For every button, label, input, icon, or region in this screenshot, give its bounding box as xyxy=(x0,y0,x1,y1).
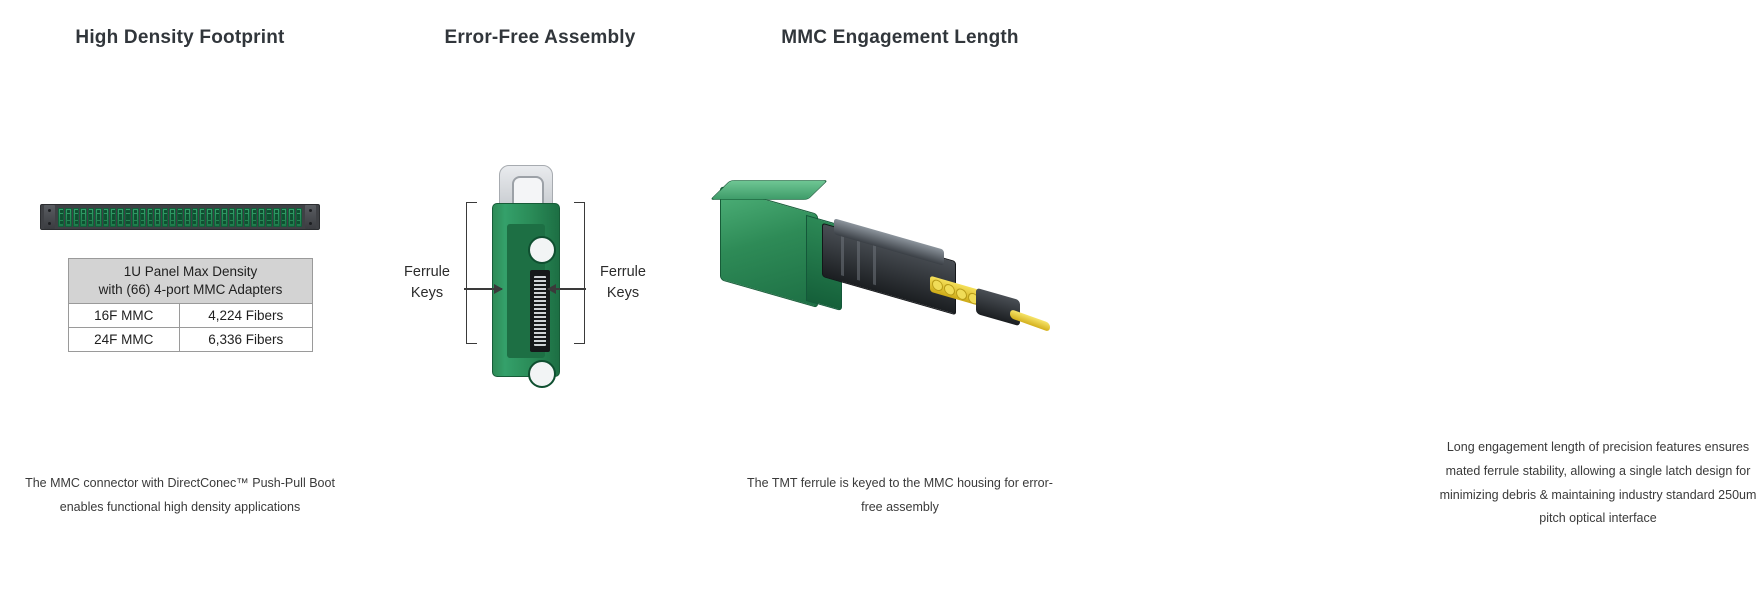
mmc-adapter xyxy=(296,208,302,227)
mmc-adapter xyxy=(221,208,227,227)
ferrule-keys-label-left-line2: Keys xyxy=(410,285,444,302)
right-key-bracket xyxy=(574,202,585,344)
adapter-strip xyxy=(55,207,305,227)
mmc-adapter xyxy=(140,208,146,227)
column-1-caption: The MMC connector with DirectConec™ Push-Pull Boot enables functional high density applications xyxy=(25,476,335,514)
ferrule-keys-label-right xyxy=(588,262,658,304)
right-callout-arrow xyxy=(548,288,586,290)
mmc-adapter xyxy=(258,208,264,227)
table-row xyxy=(69,328,313,352)
panel-density-table xyxy=(68,258,313,352)
mmc-adapter xyxy=(281,208,287,227)
ferrule-keys-label-right-line1: Ferrule xyxy=(600,264,646,280)
column-2-title: Error-Free Assembly xyxy=(444,27,636,48)
ferrule-keys-label-left-line1: Ferrule xyxy=(404,264,450,280)
mmc-adapter xyxy=(125,208,131,227)
mmc-engagement-graphic xyxy=(718,190,1048,380)
table-header-line-1: 1U Panel Max Density xyxy=(123,264,258,279)
column-1-title: High Density Footprint xyxy=(75,27,285,48)
ferrule-keys-label-left xyxy=(392,262,462,304)
mmc-adapter xyxy=(244,208,250,227)
mmc-adapter xyxy=(229,208,235,227)
table-cell-type: 16F MMC xyxy=(69,304,180,328)
panel-left-rack-ear xyxy=(44,205,55,229)
mmc-adapter xyxy=(169,208,175,227)
body-rib xyxy=(841,235,844,276)
green-adapter-top-face xyxy=(710,180,829,200)
column-3-title: MMC Engagement Length xyxy=(781,27,1019,48)
mmc-adapter xyxy=(266,208,272,227)
column-2-caption: The TMT ferrule is keyed to the MMC housing for error-free assembly xyxy=(747,476,1053,514)
patch-panel-chassis xyxy=(40,204,320,230)
tmt-ferrule xyxy=(530,270,550,352)
guide-pin-bottom xyxy=(528,360,556,388)
body-rib xyxy=(857,240,860,281)
mmc-connector-front-graphic xyxy=(480,165,570,380)
mmc-adapter xyxy=(65,208,71,227)
column-high-density-footprint xyxy=(0,0,360,594)
mmc-adapter xyxy=(177,208,183,227)
mmc-adapter xyxy=(288,208,294,227)
table-row xyxy=(69,304,313,328)
mmc-adapter xyxy=(162,208,168,227)
mmc-adapter xyxy=(251,208,257,227)
left-callout-arrow xyxy=(464,288,502,290)
patch-panel-graphic xyxy=(30,200,330,236)
mmc-adapter xyxy=(206,208,212,227)
mmc-adapter xyxy=(117,208,123,227)
mmc-adapter xyxy=(95,208,101,227)
green-adapter-body xyxy=(720,186,818,308)
mmc-adapter xyxy=(88,208,94,227)
left-key-bracket xyxy=(466,202,477,344)
mmc-adapter xyxy=(273,208,279,227)
table-header-cell xyxy=(69,259,313,304)
mmc-adapter xyxy=(199,208,205,227)
panel-right-rack-ear xyxy=(305,205,316,229)
mmc-adapter xyxy=(192,208,198,227)
body-rib xyxy=(873,244,876,285)
table-cell-fibers: 4,224 Fibers xyxy=(179,304,312,328)
table-cell-type: 24F MMC xyxy=(69,328,180,352)
connector-boot-tail xyxy=(976,288,1020,327)
mmc-adapter xyxy=(58,208,64,227)
mmc-adapter xyxy=(154,208,160,227)
ferrule-keys-label-right-line2: Keys xyxy=(606,285,640,302)
mmc-adapter xyxy=(73,208,79,227)
mmc-adapter xyxy=(184,208,190,227)
mmc-adapter xyxy=(80,208,86,227)
housing-front-face xyxy=(507,224,545,358)
mmc-adapter xyxy=(103,208,109,227)
table-header-line-2: with (66) 4-port MMC Adapters xyxy=(98,282,283,298)
mmc-adapter xyxy=(110,208,116,227)
guide-pin-top xyxy=(528,236,556,264)
table-header-row xyxy=(69,259,313,304)
mmc-adapter xyxy=(132,208,138,227)
table-cell-fibers: 6,336 Fibers xyxy=(179,328,312,352)
mmc-adapter xyxy=(214,208,220,227)
mmc-adapter xyxy=(236,208,242,227)
column-3-caption: Long engagement length of precision features ensures mated ferrule stability, allowing a single latch design for minimizing debris & maintaining industry standard 250um pitch optical interface xyxy=(1439,440,1757,526)
mmc-adapter xyxy=(147,208,153,227)
